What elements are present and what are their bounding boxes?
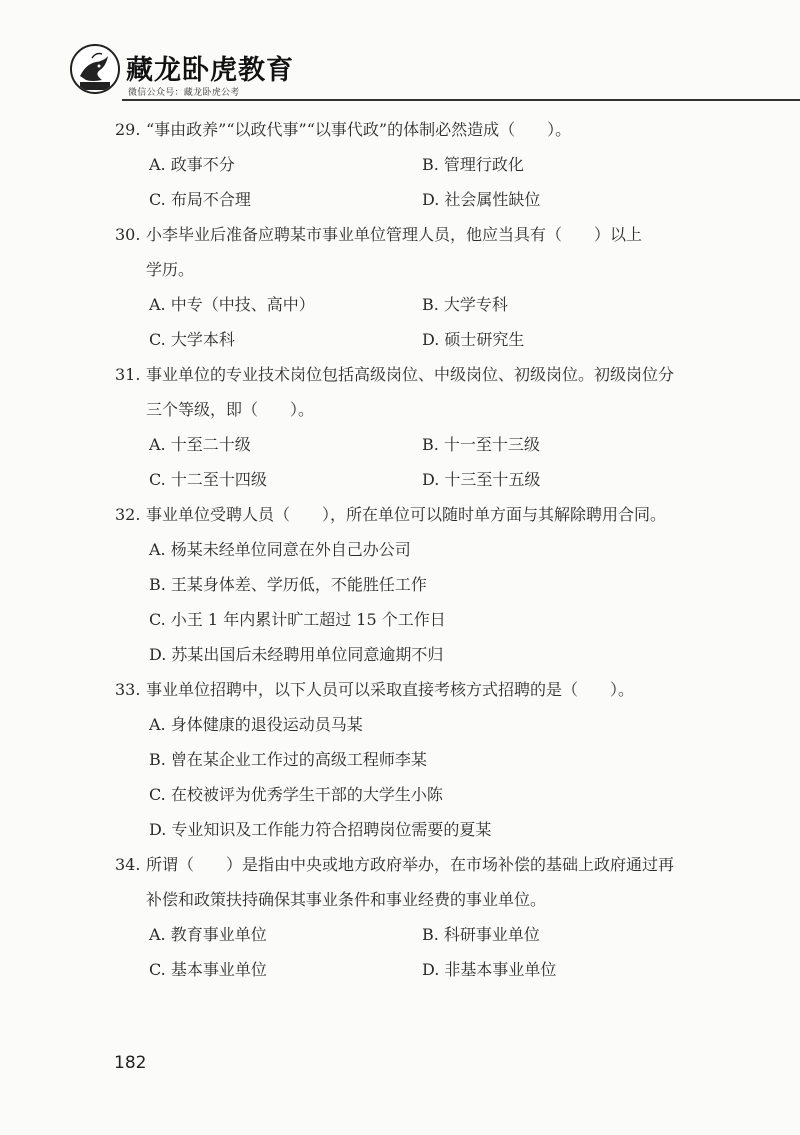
answer-option: A. 杨某未经单位同意在外自己办公司 xyxy=(149,540,411,559)
answer-options xyxy=(0,287,800,357)
brand-title: 藏龙卧虎教育 xyxy=(126,55,294,86)
answer-options xyxy=(0,707,800,847)
question-number: 34. xyxy=(115,855,141,874)
option-row xyxy=(149,917,800,952)
answer-option: C. 大学本科 xyxy=(149,330,235,349)
question-stem xyxy=(0,217,800,252)
answer-options xyxy=(0,917,800,987)
question-number: 31. xyxy=(115,365,141,384)
question-text: 所谓（ ）是指由中央或地方政府举办，在市场补偿的基础上政府通过再 xyxy=(146,855,675,874)
question-list xyxy=(0,112,800,987)
answer-option: B. 科研事业单位 xyxy=(422,925,540,944)
option-row xyxy=(149,287,800,322)
answer-option: D. 非基本事业单位 xyxy=(422,960,557,979)
question-stem xyxy=(0,357,800,392)
question-stem-continuation: 三个等级，即（ ）。 xyxy=(146,400,315,419)
answer-option: A. 政事不分 xyxy=(149,155,235,174)
question-item xyxy=(0,357,800,497)
answer-option: D. 硕士研究生 xyxy=(422,330,525,349)
question-text: 事业单位的专业技术岗位包括高级岗位、中级岗位、初级岗位。初级岗位分 xyxy=(146,365,675,384)
answer-option: A. 十至二十级 xyxy=(149,435,251,454)
question-text: “事由政养”“以政代事”“以事代政”的体制必然造成（ ）。 xyxy=(146,120,572,139)
option-row xyxy=(149,322,800,357)
answer-options xyxy=(0,147,800,217)
answer-option: D. 十三至十五级 xyxy=(422,470,541,489)
question-stem xyxy=(0,672,800,707)
answer-option: B. 管理行政化 xyxy=(422,155,524,174)
question-number: 33. xyxy=(115,680,141,699)
brand-subtitle: 微信公众号：藏龙卧虎公考 xyxy=(128,88,240,98)
answer-option: C. 布局不合理 xyxy=(149,190,251,209)
option-row xyxy=(149,182,800,217)
question-item xyxy=(0,847,800,987)
option-row xyxy=(149,462,800,497)
answer-option: A. 教育事业单位 xyxy=(149,925,267,944)
option-row xyxy=(149,777,800,812)
answer-option: C. 小王 1 年内累计旷工超过 15 个工作日 xyxy=(149,610,446,629)
question-number: 30. xyxy=(115,225,141,244)
question-text: 事业单位受聘人员（ ），所在单位可以随时单方面与其解除聘用合同。 xyxy=(146,505,667,524)
question-stem xyxy=(0,847,800,882)
option-row xyxy=(149,707,800,742)
question-number: 32. xyxy=(115,505,141,524)
answer-options xyxy=(0,427,800,497)
answer-option: B. 曾在某企业工作过的高级工程师李某 xyxy=(149,750,427,769)
page-header xyxy=(0,0,800,102)
answer-option: D. 专业知识及工作能力符合招聘岗位需要的夏某 xyxy=(149,820,492,839)
question-stem xyxy=(0,112,800,147)
option-row xyxy=(149,567,800,602)
option-row xyxy=(149,637,800,672)
tiger-dragon-logo-icon xyxy=(72,46,118,92)
option-row xyxy=(149,742,800,777)
answer-option: C. 十二至十四级 xyxy=(149,470,267,489)
question-number: 29. xyxy=(115,120,141,139)
question-stem xyxy=(0,497,800,532)
answer-option: A. 中专（中技、高中） xyxy=(149,295,315,314)
brand-logo xyxy=(70,44,120,94)
question-item xyxy=(0,112,800,217)
option-row xyxy=(149,812,800,847)
question-stem-continuation: 补偿和政策扶持确保其事业条件和事业经费的事业单位。 xyxy=(146,890,547,909)
question-item xyxy=(0,217,800,357)
answer-option: A. 身体健康的退役运动员马某 xyxy=(149,715,363,734)
answer-options xyxy=(0,532,800,672)
header-divider xyxy=(122,99,800,101)
answer-option: B. 王某身体差、学历低，不能胜任工作 xyxy=(149,575,427,594)
page-number: 182 xyxy=(114,1053,147,1073)
answer-option: D. 社会属性缺位 xyxy=(422,190,541,209)
question-item xyxy=(0,672,800,847)
question-text: 小李毕业后准备应聘某市事业单位管理人员，他应当具有（ ）以上 xyxy=(146,225,643,244)
option-row xyxy=(149,952,800,987)
answer-option: B. 大学专科 xyxy=(422,295,508,314)
option-row xyxy=(149,147,800,182)
option-row xyxy=(149,532,800,567)
answer-option: B. 十一至十三级 xyxy=(422,435,540,454)
option-row xyxy=(149,427,800,462)
question-text: 事业单位招聘中，以下人员可以采取直接考核方式招聘的是（ ）。 xyxy=(146,680,635,699)
answer-option: D. 苏某出国后未经聘用单位同意逾期不归 xyxy=(149,645,444,664)
question-stem-continuation: 学历。 xyxy=(146,260,195,279)
answer-option: C. 基本事业单位 xyxy=(149,960,267,979)
answer-option: C. 在校被评为优秀学生干部的大学生小陈 xyxy=(149,785,443,804)
question-item xyxy=(0,497,800,672)
option-row xyxy=(149,602,800,637)
